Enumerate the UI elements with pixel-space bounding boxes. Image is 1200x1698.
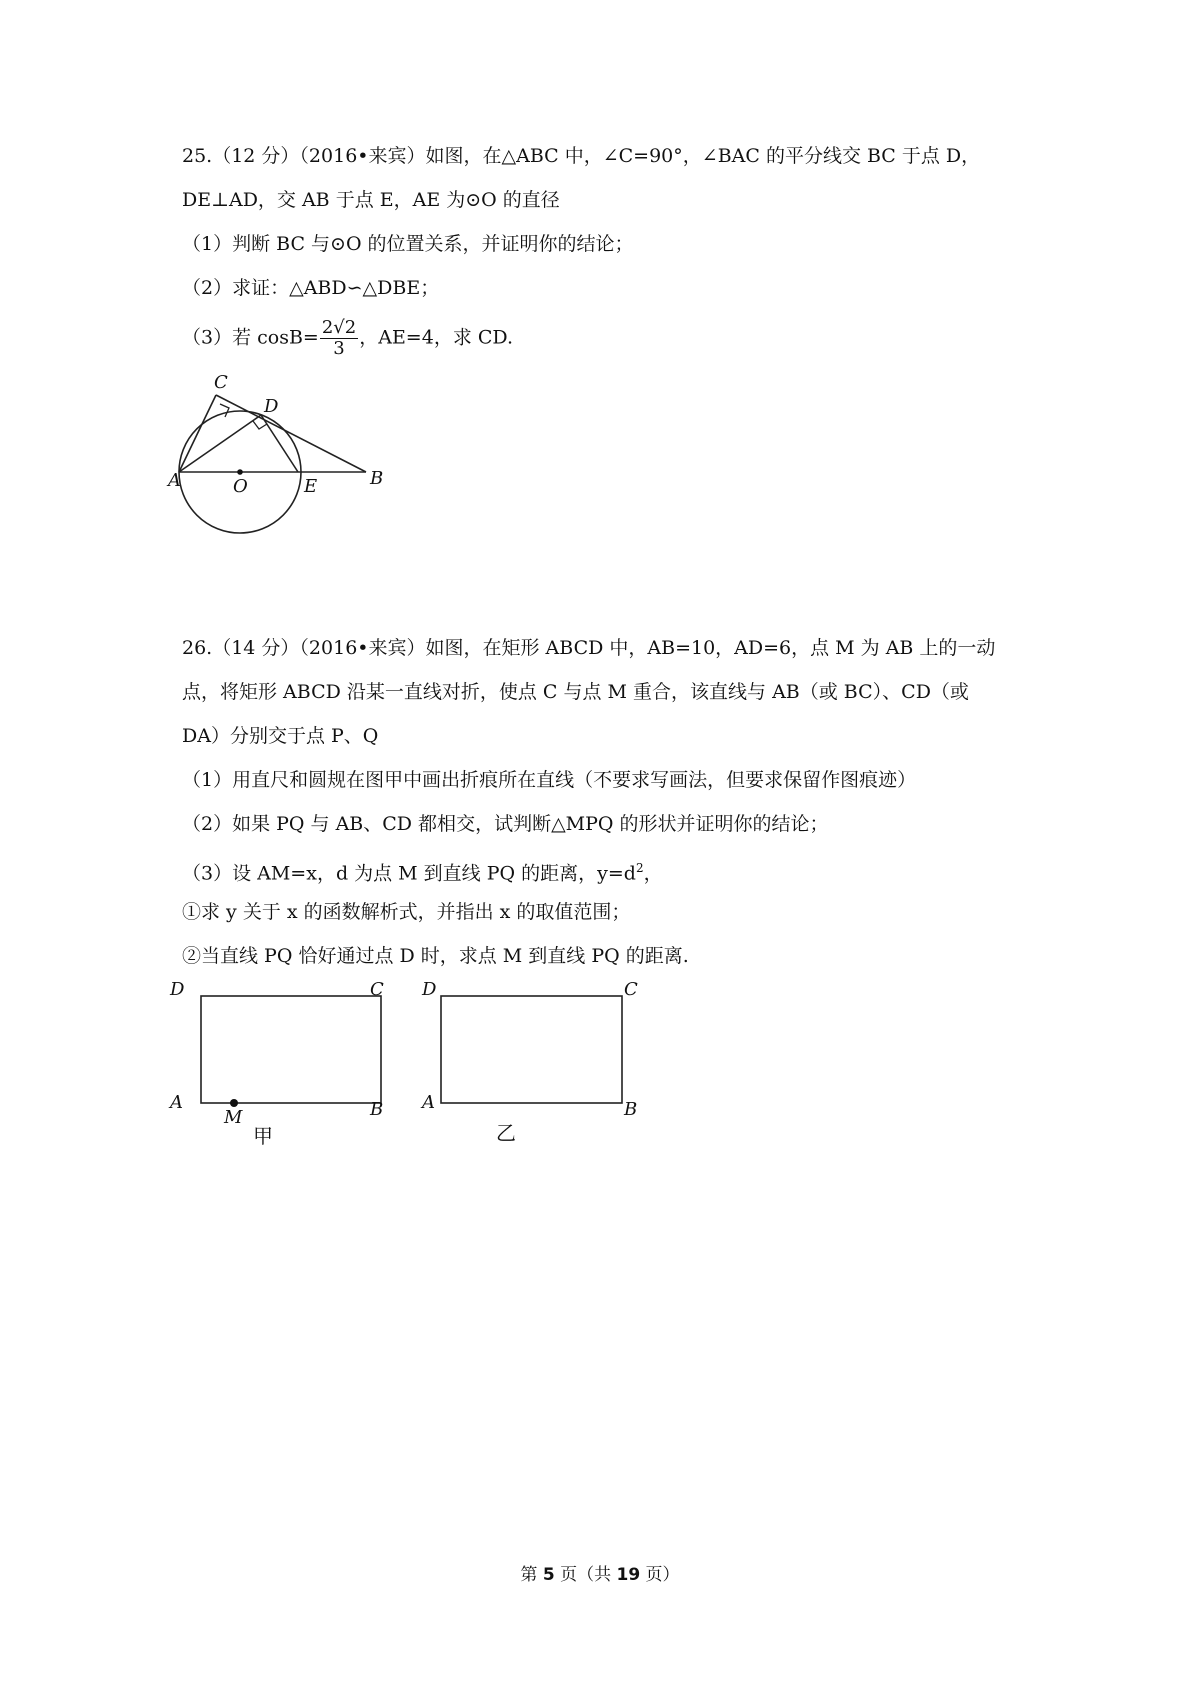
rect-jia bbox=[201, 996, 381, 1103]
label-d: D bbox=[264, 396, 279, 417]
page-footer bbox=[0, 1560, 1200, 1585]
segment-ad bbox=[179, 415, 261, 472]
yi-label-b: B bbox=[624, 1099, 638, 1120]
label-b: B bbox=[370, 468, 384, 489]
q25-part3-pre: （3）若 cosB= bbox=[182, 326, 319, 349]
q25-part3-post: ，AE=4，求 CD. bbox=[359, 326, 513, 349]
q25-part3 bbox=[182, 318, 513, 359]
jia-label-m: M bbox=[224, 1107, 243, 1128]
jia-label-c: C bbox=[370, 979, 384, 1000]
label-c: C bbox=[214, 372, 228, 393]
q25-figure bbox=[170, 370, 420, 570]
right-angle-c-mark bbox=[220, 404, 229, 417]
footer-pre: 第 bbox=[520, 1565, 543, 1585]
q26-line1: 26.（14 分）（2016•来宾）如图，在矩形 ABCD 中，AB=10，AD=6，点 M 为 AB 上的一动 bbox=[182, 637, 996, 659]
center-o-dot bbox=[237, 469, 243, 475]
point-m-dot bbox=[230, 1099, 238, 1107]
yi-caption: 乙 bbox=[496, 1121, 516, 1145]
figure-yi bbox=[420, 979, 638, 1145]
q26-sub1: ①求 y 关于 x 的函数解析式，并指出 x 的取值范围； bbox=[182, 901, 631, 923]
cosb-denominator: 3 bbox=[333, 338, 345, 359]
footer-post: 页） bbox=[640, 1565, 680, 1585]
cosb-fraction bbox=[320, 318, 358, 359]
jia-label-b: B bbox=[370, 1099, 384, 1120]
yi-label-a: A bbox=[422, 1092, 435, 1113]
cosb-numerator: 2√2 bbox=[321, 317, 357, 338]
jia-caption: 甲 bbox=[253, 1124, 273, 1148]
yi-label-c: C bbox=[624, 979, 638, 1000]
q26-line3: DA）分别交于点 P、Q bbox=[182, 725, 379, 747]
q26-figures bbox=[170, 975, 670, 1150]
rect-yi bbox=[441, 996, 622, 1103]
label-e: E bbox=[304, 476, 318, 497]
q26-line2: 点，将矩形 ABCD 沿某一直线对折，使点 C 与点 M 重合，该直线与 AB（或 BC）、CD（或 bbox=[182, 681, 969, 703]
figure-jia bbox=[168, 979, 384, 1148]
q26-part2: （2）如果 PQ 与 AB、CD 都相交，试判断△MPQ 的形状并证明你的结论； bbox=[182, 813, 829, 835]
label-o: O bbox=[233, 476, 248, 497]
footer-page-number: 5 bbox=[542, 1565, 555, 1585]
q26-sub2: ②当直线 PQ 恰好通过点 D 时，求点 M 到直线 PQ 的距离. bbox=[182, 945, 689, 967]
q26-part3-text: （3）设 AM=x，d 为点 M 到直线 PQ 的距离，y=d bbox=[182, 862, 636, 885]
q25-line2: DE⊥AD，交 AB 于点 E，AE 为⊙O 的直径 bbox=[182, 189, 560, 211]
q26-part3-sup: 2 bbox=[635, 861, 644, 875]
q25-part2: （2）求证：△ABD∽△DBE； bbox=[182, 277, 440, 299]
yi-label-d: D bbox=[422, 979, 437, 1000]
q25-part1: （1）判断 BC 与⊙O 的位置关系，并证明你的结论； bbox=[182, 233, 634, 255]
q25-line1: 25.（12 分）（2016•来宾）如图，在△ABC 中，∠C=90°，∠BAC 的平分线交 BC 于点 D， bbox=[182, 145, 981, 167]
q26-part3-end: ， bbox=[643, 862, 663, 885]
jia-label-d: D bbox=[170, 979, 185, 1000]
q26-part1: （1）用直尺和圆规在图甲中画出折痕所在直线（不要求写画法，但要求保留作图痕迹） bbox=[182, 769, 917, 791]
footer-mid: 页（共 bbox=[554, 1565, 617, 1585]
q26-part3 bbox=[182, 856, 663, 885]
label-a: A bbox=[168, 470, 181, 491]
jia-label-a: A bbox=[170, 1092, 183, 1113]
footer-total-pages: 19 bbox=[616, 1565, 641, 1585]
segment-ac bbox=[179, 395, 216, 472]
